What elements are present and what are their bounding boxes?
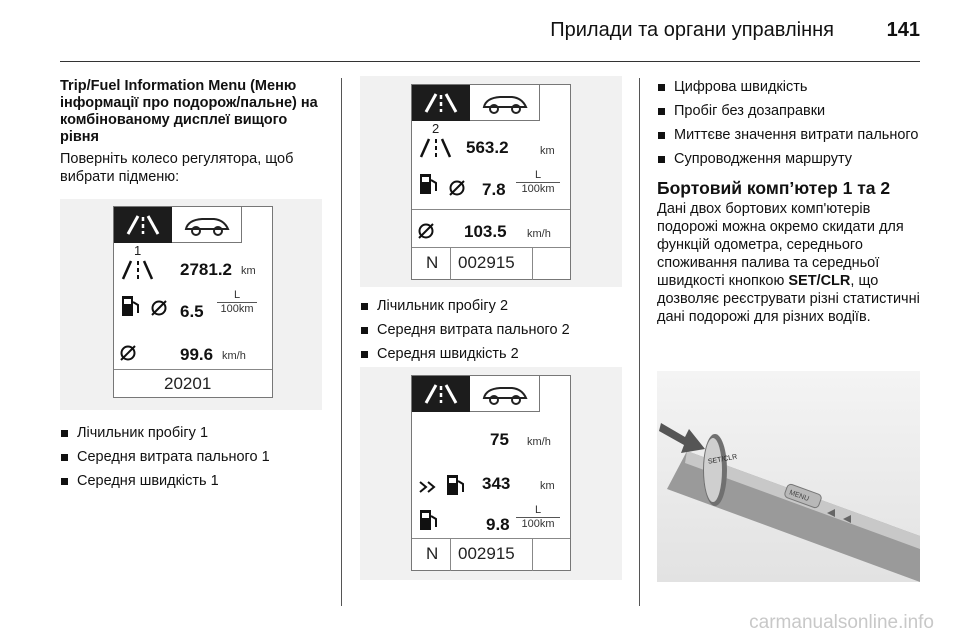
combined-display-1 <box>113 206 273 398</box>
trip-distance: 2781.2 <box>180 260 232 279</box>
fuel-unit: $\frac{L}{100km}$ <box>516 504 560 531</box>
trip-tab-active <box>412 376 470 412</box>
header-rule <box>60 61 920 62</box>
divider <box>450 247 451 280</box>
combined-display-3 <box>411 375 571 571</box>
watermark: carmanualsonline.info <box>749 612 934 633</box>
column-3 <box>657 78 927 326</box>
fuel-unit: $\frac{L}{100km}$ <box>217 289 257 316</box>
set-clr-label: SET/CLR <box>707 453 738 466</box>
page-header <box>0 0 960 60</box>
column-1 <box>60 78 328 186</box>
fuel-pump-icon <box>119 293 143 319</box>
list-item: Цифрова швидкість <box>657 78 927 96</box>
road-icon <box>416 135 456 159</box>
speed-unit: km/h <box>527 436 551 448</box>
average-icon <box>448 179 466 197</box>
instant-fuel-value: 9.8 <box>486 515 510 534</box>
gear-indicator: N <box>426 253 439 272</box>
avg-speed-value: 103.5 <box>464 222 507 241</box>
odometer: 002915 <box>458 253 515 272</box>
list-item: Середня витрата пального 2 <box>360 321 630 339</box>
column-divider <box>639 78 640 606</box>
road-icon <box>114 207 172 243</box>
stalk-photo <box>657 371 920 582</box>
button-name: SET/CLR <box>788 273 851 289</box>
arrow-icon <box>659 423 705 453</box>
divider <box>412 209 570 210</box>
page-number: 141 <box>886 19 920 41</box>
digital-speed-value: 75 <box>490 430 509 449</box>
odometer: 20201 <box>164 374 212 393</box>
menu-label: MENU <box>788 489 810 503</box>
speed-unit: km/h <box>527 228 551 240</box>
list-item: Середня витрата пального 1 <box>60 448 328 466</box>
trip-tab-active <box>114 207 172 243</box>
list-item: Супроводження маршруту <box>657 150 927 168</box>
list-item: Середня швидкість 2 <box>360 345 630 363</box>
gear-indicator: N <box>426 544 439 563</box>
average-icon <box>150 299 168 317</box>
column-divider <box>341 78 342 606</box>
divider <box>114 369 272 370</box>
odometer: 002915 <box>458 544 515 563</box>
fuel-pump-icon <box>444 472 468 498</box>
trip-distance: 563.2 <box>466 138 509 157</box>
trip-tab-active <box>412 85 470 121</box>
divider <box>450 538 451 571</box>
average-icon <box>119 344 137 362</box>
speed-unit: km/h <box>222 350 246 362</box>
trip-unit: km <box>540 145 555 157</box>
road-icon <box>412 85 470 121</box>
vehicle-tab <box>470 376 540 412</box>
fuel-unit: $\frac{L}{100km}$ <box>516 169 560 196</box>
range-arrows-icon <box>418 480 440 494</box>
car-icon <box>172 207 242 243</box>
vehicle-tab <box>470 85 540 121</box>
combined-display-2 <box>411 84 571 280</box>
fuel-pump-icon <box>417 171 441 197</box>
divider <box>412 247 570 248</box>
list-item: Пробіг без дозаправки <box>657 102 927 120</box>
page-title: Прилади та органи управління <box>550 19 834 41</box>
section-heading: Trip/Fuel Information Menu (Меню інформації про подорож/пальне) на комбінованому дисплеї вищого рівня <box>60 78 318 145</box>
road-icon <box>412 376 470 412</box>
car-icon <box>470 85 540 121</box>
bullet-list-2 <box>360 297 630 369</box>
car-icon <box>470 376 540 412</box>
list-item: Середня швидкість 1 <box>60 472 328 490</box>
avg-speed-value: 99.6 <box>180 345 214 364</box>
list-item: Лічильник пробігу 1 <box>60 424 328 442</box>
list-item: Миттєве значення витрати пального <box>657 126 927 144</box>
avg-fuel-value: 7.8 <box>482 180 506 199</box>
divider <box>412 538 570 539</box>
stalk-illustration <box>657 371 920 582</box>
divider <box>532 247 533 280</box>
vehicle-tab <box>172 207 242 243</box>
paragraph: Дані двох бортових комп'ютерів подорожі можна окремо скидати для функцій одометра, середнього споживання палива та середньої швидкості кнопкою SET/CLR, що дозволяє реєструвати різні статистичні дані подорожі для різних водіїв. <box>657 201 920 325</box>
section-heading: Бортовий комп’ютер 1 та 2 <box>657 178 891 198</box>
divider <box>532 538 533 571</box>
trip-unit: km <box>241 265 256 277</box>
range-unit: km <box>540 480 555 492</box>
trip-index: 2 <box>432 121 440 136</box>
avg-fuel-value: 6.5 <box>180 302 204 321</box>
road-icon <box>118 257 158 281</box>
paragraph: Поверніть колесо регулятора, щоб вибрати підменю: <box>60 151 294 185</box>
range-value: 343 <box>482 474 511 493</box>
trip-index: 1 <box>134 243 142 258</box>
bullet-list-1 <box>60 424 328 496</box>
average-icon <box>417 222 435 240</box>
fuel-pump-icon <box>417 507 441 533</box>
list-item: Лічильник пробігу 2 <box>360 297 630 315</box>
